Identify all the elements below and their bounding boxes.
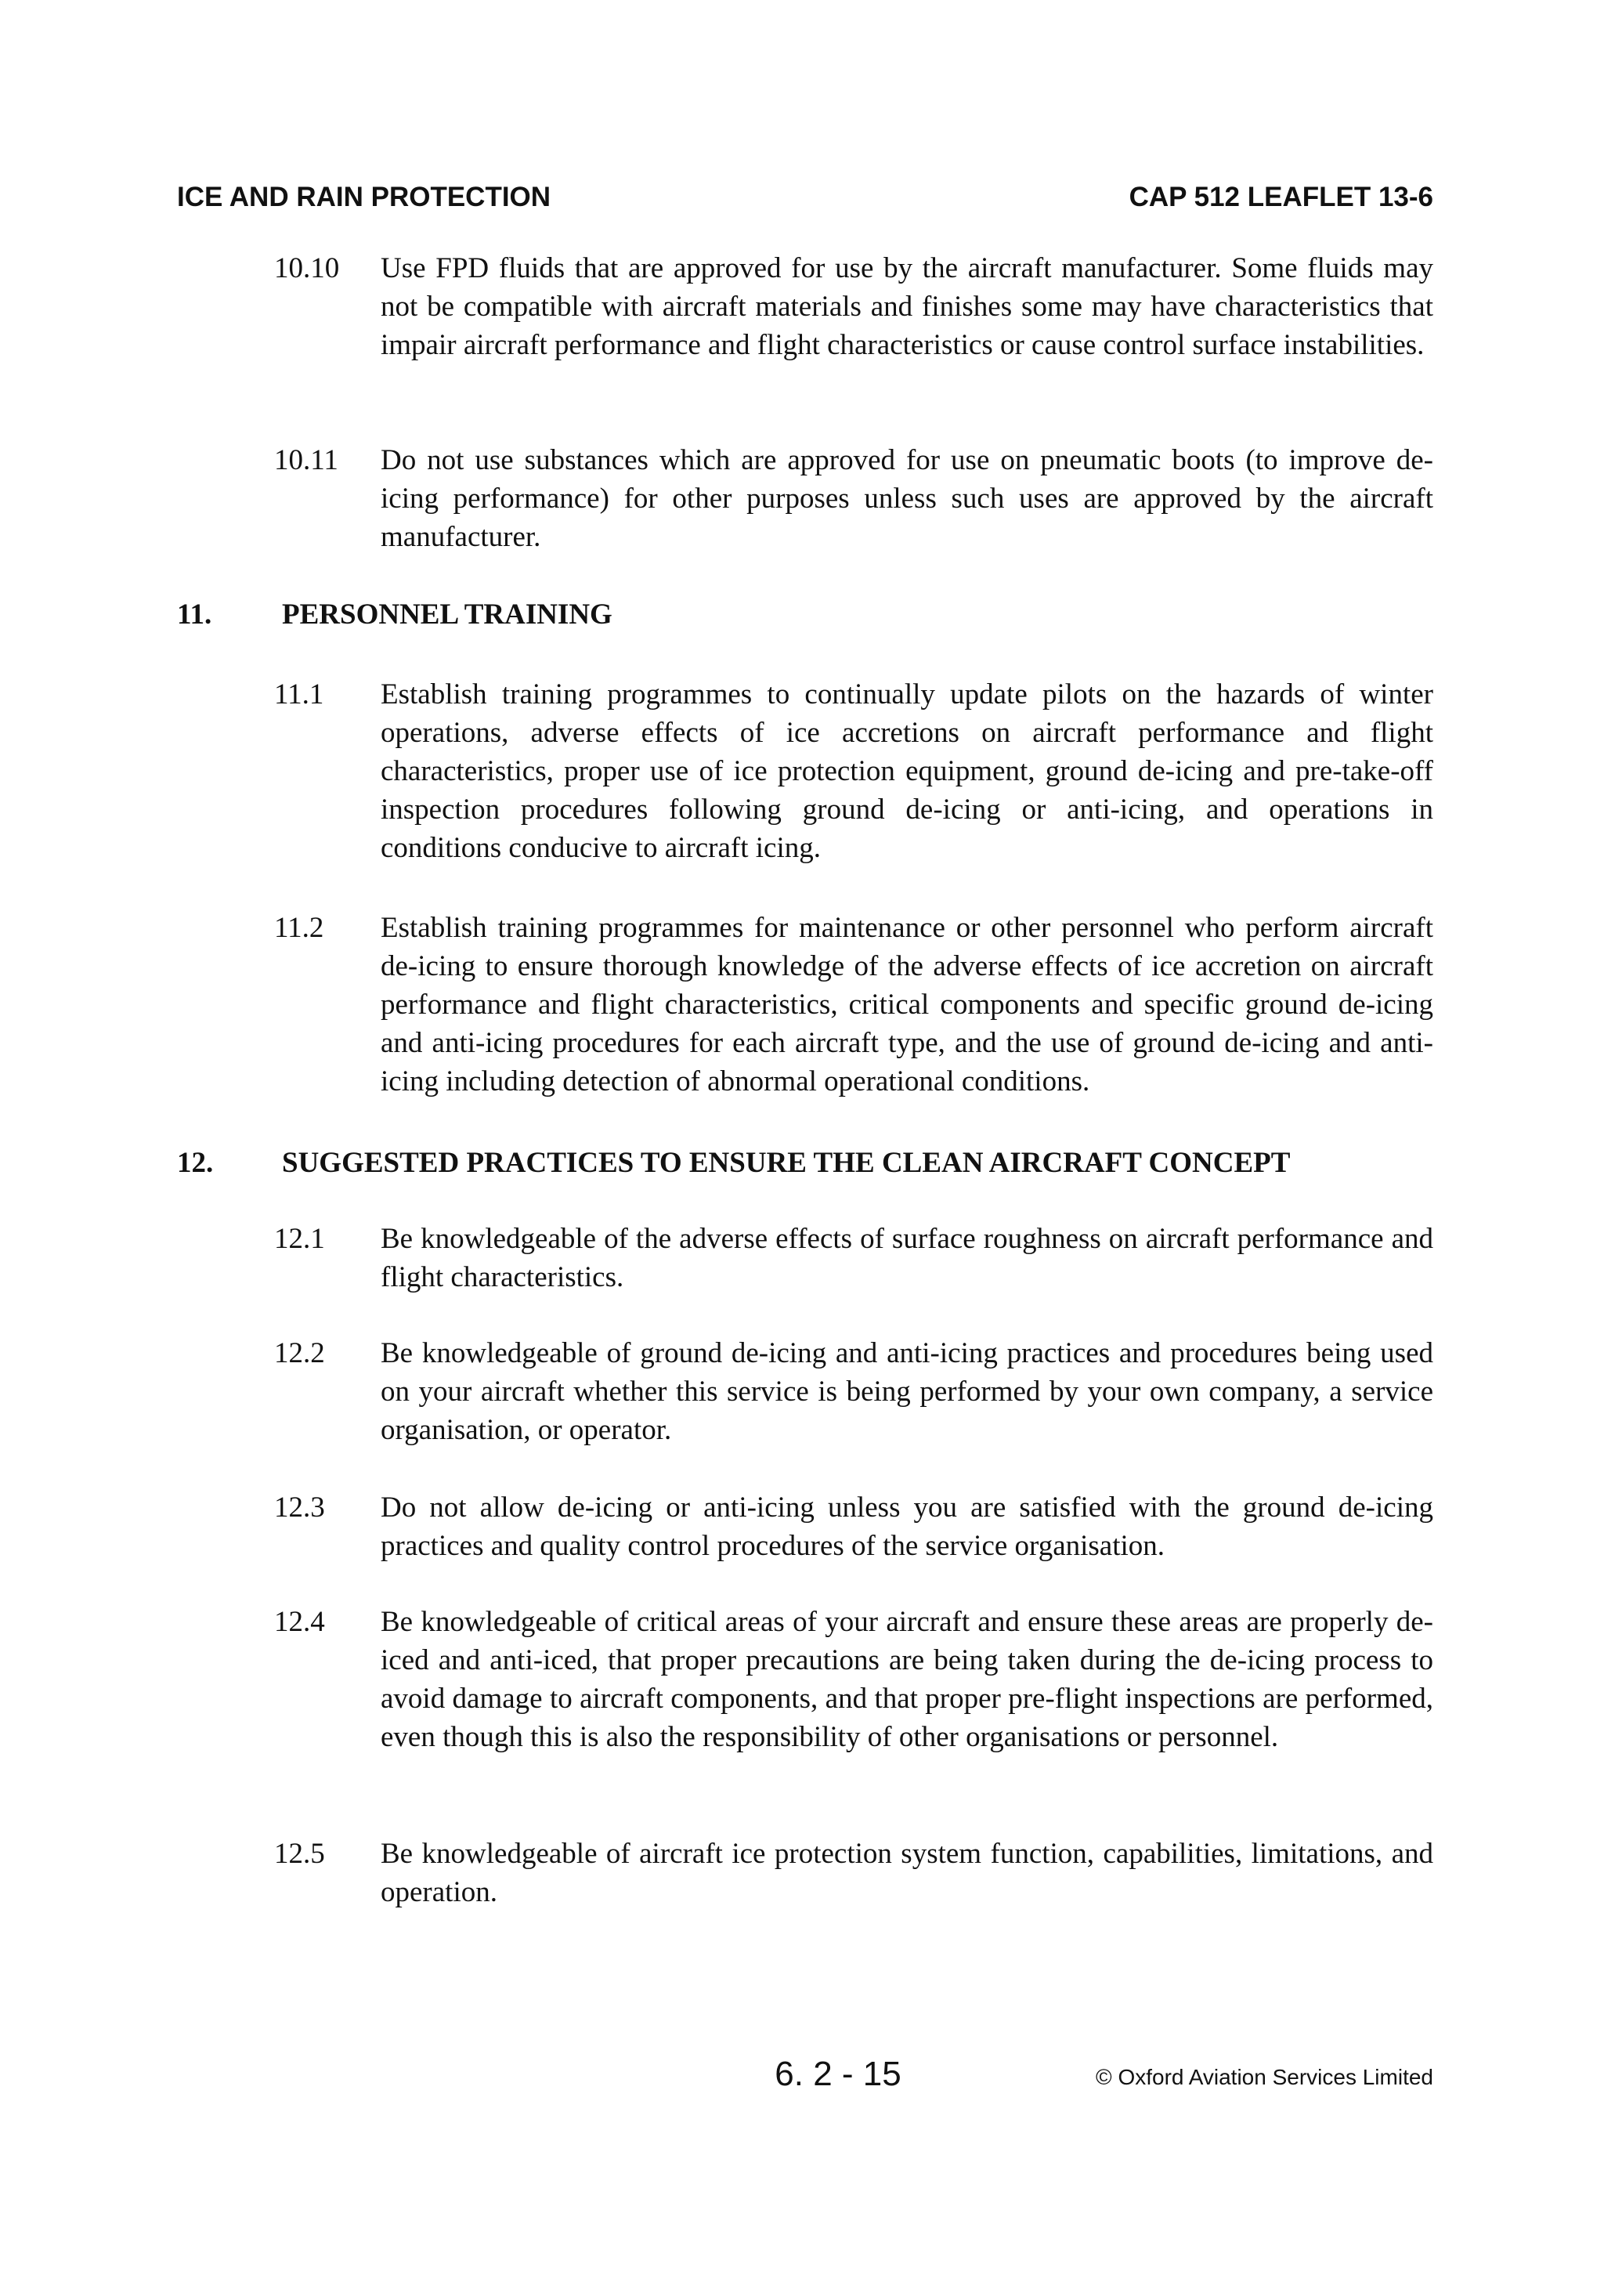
paragraph-10-10 bbox=[274, 249, 1433, 364]
paragraph-number: 12.4 bbox=[274, 1606, 325, 1638]
paragraph-text: Do not use substances which are approved for use on pneumatic boots (to improve de-icing performance) for other purposes unless such uses are approved by the aircraft manufacturer. bbox=[381, 444, 1433, 553]
paragraph-number: 11.2 bbox=[274, 912, 324, 944]
paragraph-number: 12.3 bbox=[274, 1491, 325, 1524]
paragraph-text: Be knowledgeable of the adverse effects of surface roughness on aircraft performance and flight characteristics. bbox=[381, 1223, 1433, 1293]
paragraph-number: 10.10 bbox=[274, 252, 340, 284]
paragraph-number: 12.2 bbox=[274, 1337, 325, 1369]
section-number: 11. bbox=[177, 598, 212, 631]
header-chapter-title: ICE AND RAIN PROTECTION bbox=[177, 182, 551, 212]
paragraph-text: Establish training programmes for maintenance or other personnel who perform aircraft de-icing to ensure thorough knowledge of the adverse effects of ice accretion on aircraft performance and flight characteristics, critical components and specific ground de-icing and anti-icing procedures for each aircraft type, and the use of ground de-icing and anti-icing including detection of abnormal operational conditions. bbox=[381, 912, 1433, 1097]
paragraph-text: Be knowledgeable of aircraft ice protection system function, capabilities, limitations, and operation. bbox=[381, 1838, 1433, 1908]
section-title: SUGGESTED PRACTICES TO ENSURE THE CLEAN AIRCRAFT CONCEPT bbox=[282, 1147, 1291, 1179]
paragraph-10-11 bbox=[274, 441, 1433, 556]
paragraph-number: 12.5 bbox=[274, 1838, 325, 1870]
paragraph-number: 10.11 bbox=[274, 444, 338, 476]
paragraph-12-2 bbox=[274, 1334, 1433, 1449]
copyright-notice: © Oxford Aviation Services Limited bbox=[1096, 2065, 1433, 2089]
paragraph-12-3 bbox=[274, 1488, 1433, 1565]
paragraph-text: Establish training programmes to continually update pilots on the hazards of winter operations, adverse effects of ice accretions on aircraft performance and flight characteristics, proper use of ice protection equipment, ground de-icing and pre-take-off inspection procedures following ground de-icing or anti-icing, and operations in conditions conducive to aircraft icing. bbox=[381, 678, 1433, 864]
paragraph-11-1 bbox=[274, 675, 1433, 867]
paragraph-text: Be knowledgeable of critical areas of your aircraft and ensure these areas are properly de-iced and anti-iced, that proper precautions are being taken during the de-icing process to avoid damage to aircraft components, and that proper pre-flight inspections are performed, even though this is also the responsibility of other organisations or personnel. bbox=[381, 1606, 1433, 1753]
paragraph-number: 12.1 bbox=[274, 1223, 325, 1255]
paragraph-12-4 bbox=[274, 1603, 1433, 1756]
paragraph-12-1 bbox=[274, 1220, 1433, 1296]
paragraph-text: Be knowledgeable of ground de-icing and anti-icing practices and procedures being used on your aircraft whether this service is being performed by your own company, a service organisation, or operator. bbox=[381, 1337, 1433, 1446]
header-document-reference: CAP 512 LEAFLET 13-6 bbox=[1129, 182, 1433, 212]
paragraph-11-2 bbox=[274, 909, 1433, 1101]
paragraph-number: 11.1 bbox=[274, 678, 324, 710]
section-title: PERSONNEL TRAINING bbox=[282, 598, 612, 631]
paragraph-text: Do not allow de-icing or anti-icing unless you are satisfied with the ground de-icing practices and quality control procedures of the service organisation. bbox=[381, 1491, 1433, 1562]
running-header bbox=[177, 179, 1433, 216]
page-number: 6. 2 - 15 bbox=[775, 2055, 901, 2093]
paragraph-12-5 bbox=[274, 1835, 1433, 1911]
section-number: 12. bbox=[177, 1147, 214, 1179]
paragraph-text: Use FPD fluids that are approved for use by the aircraft manufacturer. Some fluids may not be compatible with aircraft materials and finishes some may have characteristics that impair aircraft performance and flight characteristics or cause control surface instabilities. bbox=[381, 252, 1433, 361]
